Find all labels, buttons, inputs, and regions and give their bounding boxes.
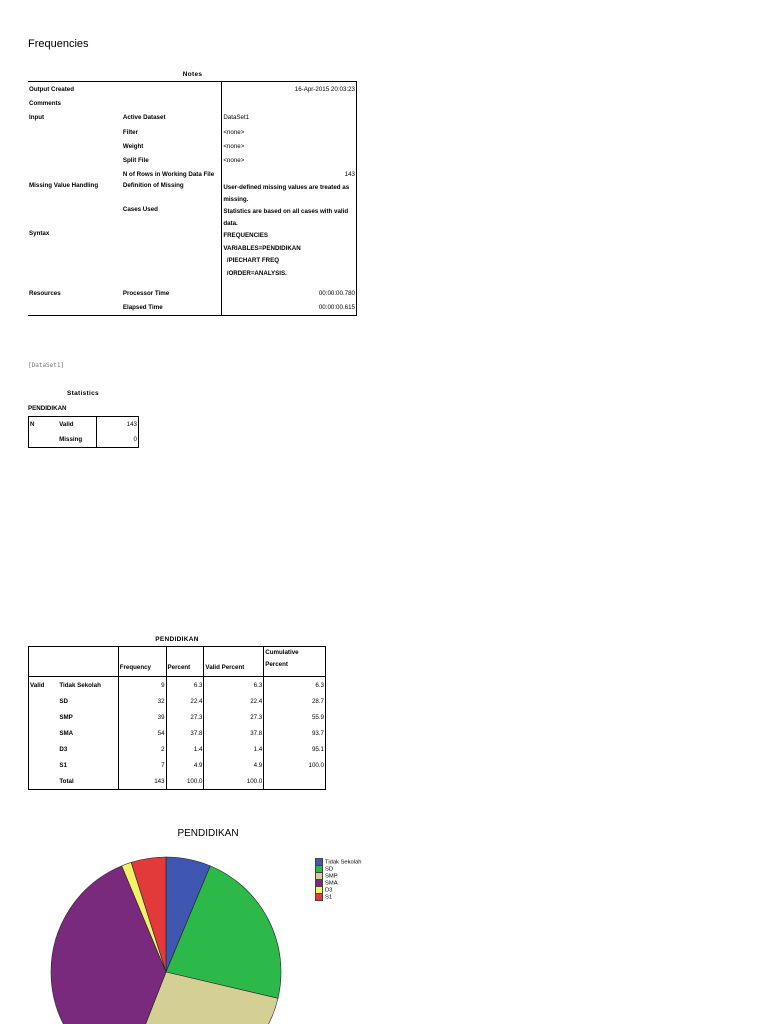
legend-item xyxy=(315,886,362,893)
notes-syntax xyxy=(222,230,357,286)
legend-item xyxy=(315,879,362,886)
legend-item xyxy=(315,858,362,865)
freq-row-label: S1 xyxy=(58,757,118,773)
freq-body xyxy=(29,677,326,790)
statistics-valid-label: Valid xyxy=(58,417,97,433)
freq-cell-valid-percent: 27.3 xyxy=(204,709,264,725)
freq-header-valid-percent: Valid Percent xyxy=(204,647,264,677)
freq-header-cumulative-line: Cumulative xyxy=(265,649,299,656)
notes-value: DataSet1 xyxy=(222,111,357,125)
statistics-missing-value: 0 xyxy=(97,432,139,448)
notes-value: 00:00:00.615 xyxy=(222,300,357,315)
syntax-line: /ORDER=ANALYSIS. xyxy=(223,269,287,277)
statistics-row-valid xyxy=(29,417,139,433)
freq-cell-cumulative: 93.7 xyxy=(264,725,326,741)
legend-label: S1 xyxy=(325,894,333,901)
freq-cell-cumulative: 95.1 xyxy=(264,741,326,757)
freq-cell-valid-percent: 1.4 xyxy=(204,741,264,757)
notes-label: Syntax xyxy=(29,230,50,238)
freq-cell-percent: 4.9 xyxy=(166,757,204,773)
notes-label: Missing Value Handling xyxy=(29,182,99,190)
notes-sublabel: Processor Time xyxy=(122,286,222,300)
syntax-line: VARIABLES=PENDIDIKAN xyxy=(223,244,301,252)
notes-row-n-rows xyxy=(28,168,357,182)
legend-item xyxy=(315,872,362,879)
freq-cell-valid-percent: 100.0 xyxy=(204,773,264,790)
freq-header-frequency: Frequency xyxy=(118,647,166,677)
freq-cell-cumulative: 6.3 xyxy=(264,677,326,694)
statistics-variable: PENDIDIKAN xyxy=(28,405,67,412)
notes-label: Input xyxy=(29,114,45,122)
legend-item xyxy=(315,865,362,872)
freq-group-label xyxy=(29,741,59,757)
freq-cell-valid-percent: 37.8 xyxy=(204,725,264,741)
notes-row-elapsed xyxy=(28,300,357,315)
freq-row xyxy=(29,725,326,741)
legend-label: D3 xyxy=(325,887,333,894)
statistics-caption: Statistics xyxy=(67,390,99,397)
freq-cell-percent: 37.8 xyxy=(166,725,204,741)
notes-table xyxy=(28,81,357,316)
freq-row xyxy=(29,677,326,694)
notes-row-missing-def xyxy=(28,182,357,206)
freq-group-label: Valid xyxy=(29,677,59,694)
notes-sublabel: Active Dataset xyxy=(122,111,222,125)
syntax-line: /PIECHART FREQ xyxy=(223,257,280,265)
notes-row-split-file xyxy=(28,153,357,167)
notes-label: Output Created xyxy=(28,82,122,97)
chart-title: PENDIDIKAN xyxy=(177,828,239,839)
statistics-row-missing xyxy=(29,432,139,448)
freq-cell-frequency: 32 xyxy=(118,693,166,709)
freq-cell-valid-percent: 4.9 xyxy=(204,757,264,773)
freq-group-label xyxy=(29,725,59,741)
notes-sublabel: Weight xyxy=(122,139,222,153)
notes-label: Resources xyxy=(29,289,61,297)
freq-caption: PENDIDIKAN xyxy=(155,636,199,643)
notes-sublabel: Filter xyxy=(122,125,222,139)
freq-row-label: SD xyxy=(58,693,118,709)
notes-caption: Notes xyxy=(182,71,203,78)
legend-label: SMA xyxy=(325,880,338,887)
freq-cell-frequency: 54 xyxy=(118,725,166,741)
notes-value: <none> xyxy=(222,125,357,139)
notes-row-syntax xyxy=(28,230,357,286)
freq-row xyxy=(29,773,326,790)
freq-cell-valid-percent: 22.4 xyxy=(204,693,264,709)
freq-row xyxy=(29,741,326,757)
freq-cell-percent: 1.4 xyxy=(166,741,204,757)
statistics-missing-label: Missing xyxy=(58,432,97,448)
notes-sublabel: Elapsed Time xyxy=(122,300,222,315)
notes-label: Comments xyxy=(29,99,61,107)
freq-cell-cumulative: 100.0 xyxy=(264,757,326,773)
notes-value: User-defined missing values are treated as missing. xyxy=(222,182,357,206)
freq-cell-frequency: 2 xyxy=(118,741,166,757)
notes-row-cases-used xyxy=(28,206,357,230)
page-heading: Frequencies xyxy=(28,38,89,50)
notes-value: 00:00:00.780 xyxy=(222,286,357,300)
notes-value: <none> xyxy=(222,139,357,153)
legend-label: SMP xyxy=(325,873,338,880)
notes-value: 143 xyxy=(222,168,357,182)
statistics-table xyxy=(28,416,139,448)
freq-row-label: SMP xyxy=(58,709,118,725)
legend-label: Tidak Sekolah xyxy=(325,859,362,866)
notes-sublabel: Definition of Missing xyxy=(122,182,222,206)
freq-cell-frequency: 143 xyxy=(118,773,166,790)
freq-row-label: D3 xyxy=(58,741,118,757)
freq-cell-percent: 22.4 xyxy=(166,693,204,709)
freq-row-label: SMA xyxy=(58,725,118,741)
legend-swatch xyxy=(315,893,323,901)
freq-row xyxy=(29,693,326,709)
notes-row-filter xyxy=(28,125,357,139)
notes-row-comments xyxy=(28,96,357,110)
legend-item xyxy=(315,893,362,900)
statistics-n-label: N xyxy=(29,417,59,433)
freq-group-label xyxy=(29,773,59,790)
freq-cell-percent: 27.3 xyxy=(166,709,204,725)
freq-cell-percent: 100.0 xyxy=(166,773,204,790)
freq-header-percent: Percent xyxy=(166,647,204,677)
notes-row-processor xyxy=(28,286,357,300)
freq-cell-frequency: 7 xyxy=(118,757,166,773)
freq-row-label: Total xyxy=(58,773,118,790)
freq-row-label: Tidak Sekolah xyxy=(58,677,118,694)
notes-value: 16-Apr-2015 20:03:23 xyxy=(222,82,357,97)
freq-row xyxy=(29,709,326,725)
pie-slices xyxy=(51,857,281,1024)
freq-group-label xyxy=(29,693,59,709)
freq-header-cumulative-line: Percent xyxy=(265,661,288,668)
freq-cell-percent: 6.3 xyxy=(166,677,204,694)
freq-cell-frequency: 39 xyxy=(118,709,166,725)
notes-sublabel: N of Rows in Working Data File xyxy=(122,168,222,182)
chart-legend xyxy=(315,858,362,900)
legend-label: SD xyxy=(325,866,334,873)
freq-group-label xyxy=(29,709,59,725)
freq-header-row xyxy=(29,647,326,677)
freq-row xyxy=(29,757,326,773)
notes-row-weight xyxy=(28,139,357,153)
notes-sublabel: Split File xyxy=(122,153,222,167)
freq-cell-frequency: 9 xyxy=(118,677,166,694)
freq-header-cumulative xyxy=(264,647,326,677)
freq-cell-cumulative: 55.9 xyxy=(264,709,326,725)
freq-cell-cumulative xyxy=(264,773,326,790)
notes-sublabel: Cases Used xyxy=(122,206,222,230)
frequency-table xyxy=(28,646,326,790)
notes-value: Statistics are based on all cases with valid data. xyxy=(222,206,357,230)
notes-row-output-created xyxy=(28,82,357,97)
freq-cell-valid-percent: 6.3 xyxy=(204,677,264,694)
notes-row-input xyxy=(28,111,357,125)
statistics-valid-value: 143 xyxy=(97,417,139,433)
freq-cell-cumulative: 28.7 xyxy=(264,693,326,709)
notes-value: <none> xyxy=(222,153,357,167)
dataset-tag: [DataSet1] xyxy=(28,362,65,369)
freq-group-label xyxy=(29,757,59,773)
syntax-line: FREQUENCIES xyxy=(223,232,269,240)
